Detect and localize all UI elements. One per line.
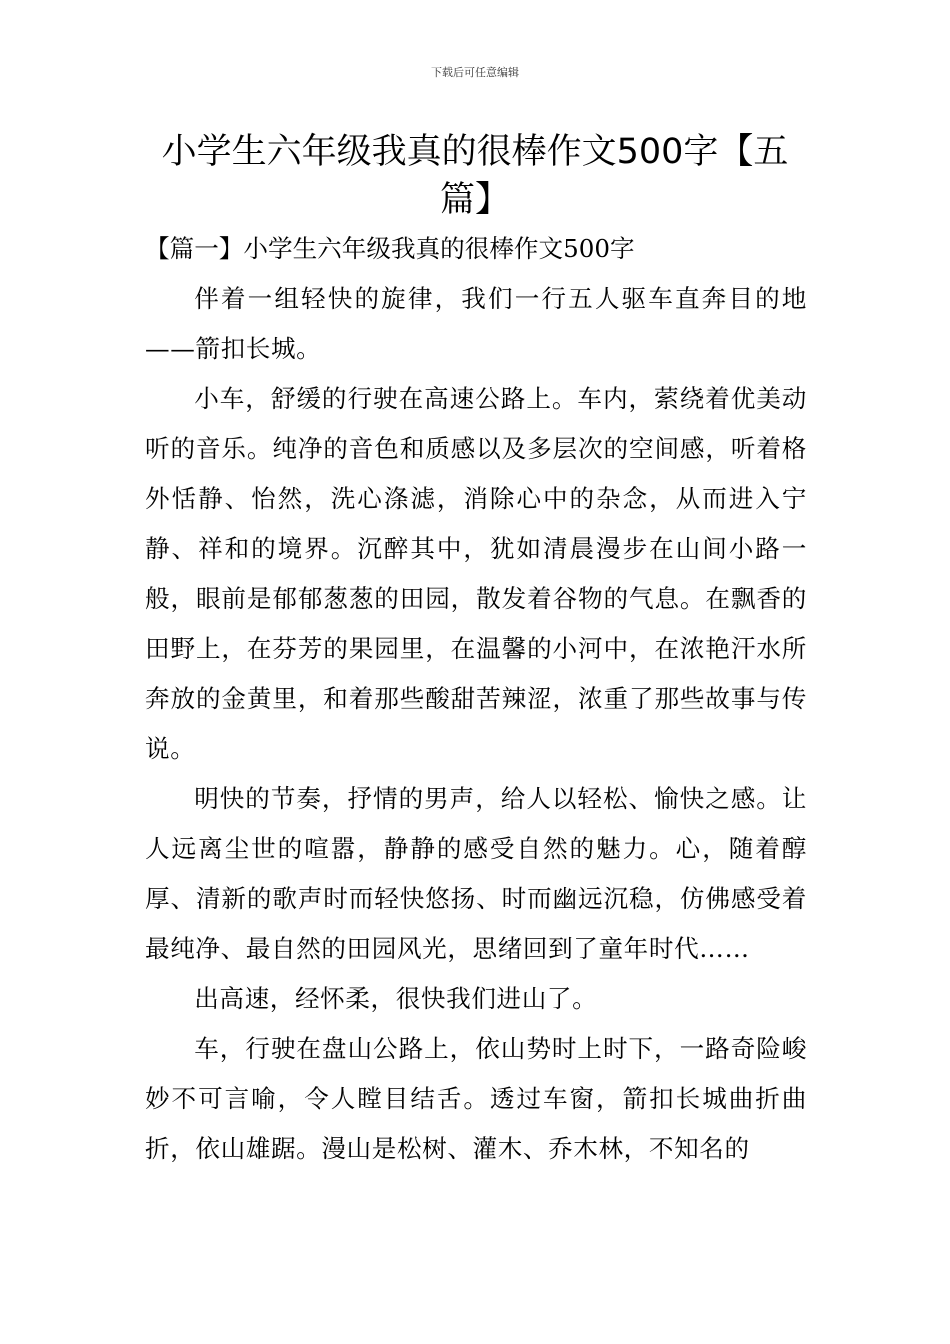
paragraph: 伴着一组轻快的旋律，我们一行五人驱车直奔目的地——箭扣长城。 <box>145 284 807 363</box>
page-header-note: 下载后可任意编辑 <box>431 66 519 79</box>
document-title: 小学生六年级我真的很棒作文500字【五篇】 <box>161 132 789 220</box>
section-heading: 【篇一】小学生六年级我真的很棒作文500字 <box>145 234 635 263</box>
article-body <box>145 224 807 1174</box>
paragraph: 小车，舒缓的行驶在高速公路上。车内，萦绕着优美动听的音乐。纯净的音色和质感以及多层次的空间感，听着格外恬静、怡然，洗心涤滤，消除心中的杂念，从而进入宁静、祥和的境界。沉醉其中，犹如清晨漫步在山间小路一般，眼前是郁郁葱葱的田园，散发着谷物的气息。在飘香的田野上，在芬芳的果园里，在温馨的小河中，在浓艳汗水所奔放的金黄里，和着那些酸甜苦辣涩，浓重了那些故事与传说。 <box>145 384 807 763</box>
paragraph: 车，行驶在盘山公路上，依山势时上时下，一路奇险峻妙不可言喻，令人瞠目结舌。透过车窗，箭扣长城曲折曲折，依山雄踞。漫山是松树、灌木、乔木林，不知名的 <box>145 1034 807 1163</box>
paragraph: 出高速，经怀柔，很快我们进山了。 <box>194 984 598 1013</box>
paragraph: 明快的节奏，抒情的男声，给人以轻松、愉快之感。让人远离尘世的喧嚣，静静的感受自然的魅力。心，随着醇厚、清新的歌声时而轻快悠扬、时而幽远沉稳，仿佛感受着最纯净、最自然的田园风光，思绪回到了童年时代…… <box>145 784 807 963</box>
